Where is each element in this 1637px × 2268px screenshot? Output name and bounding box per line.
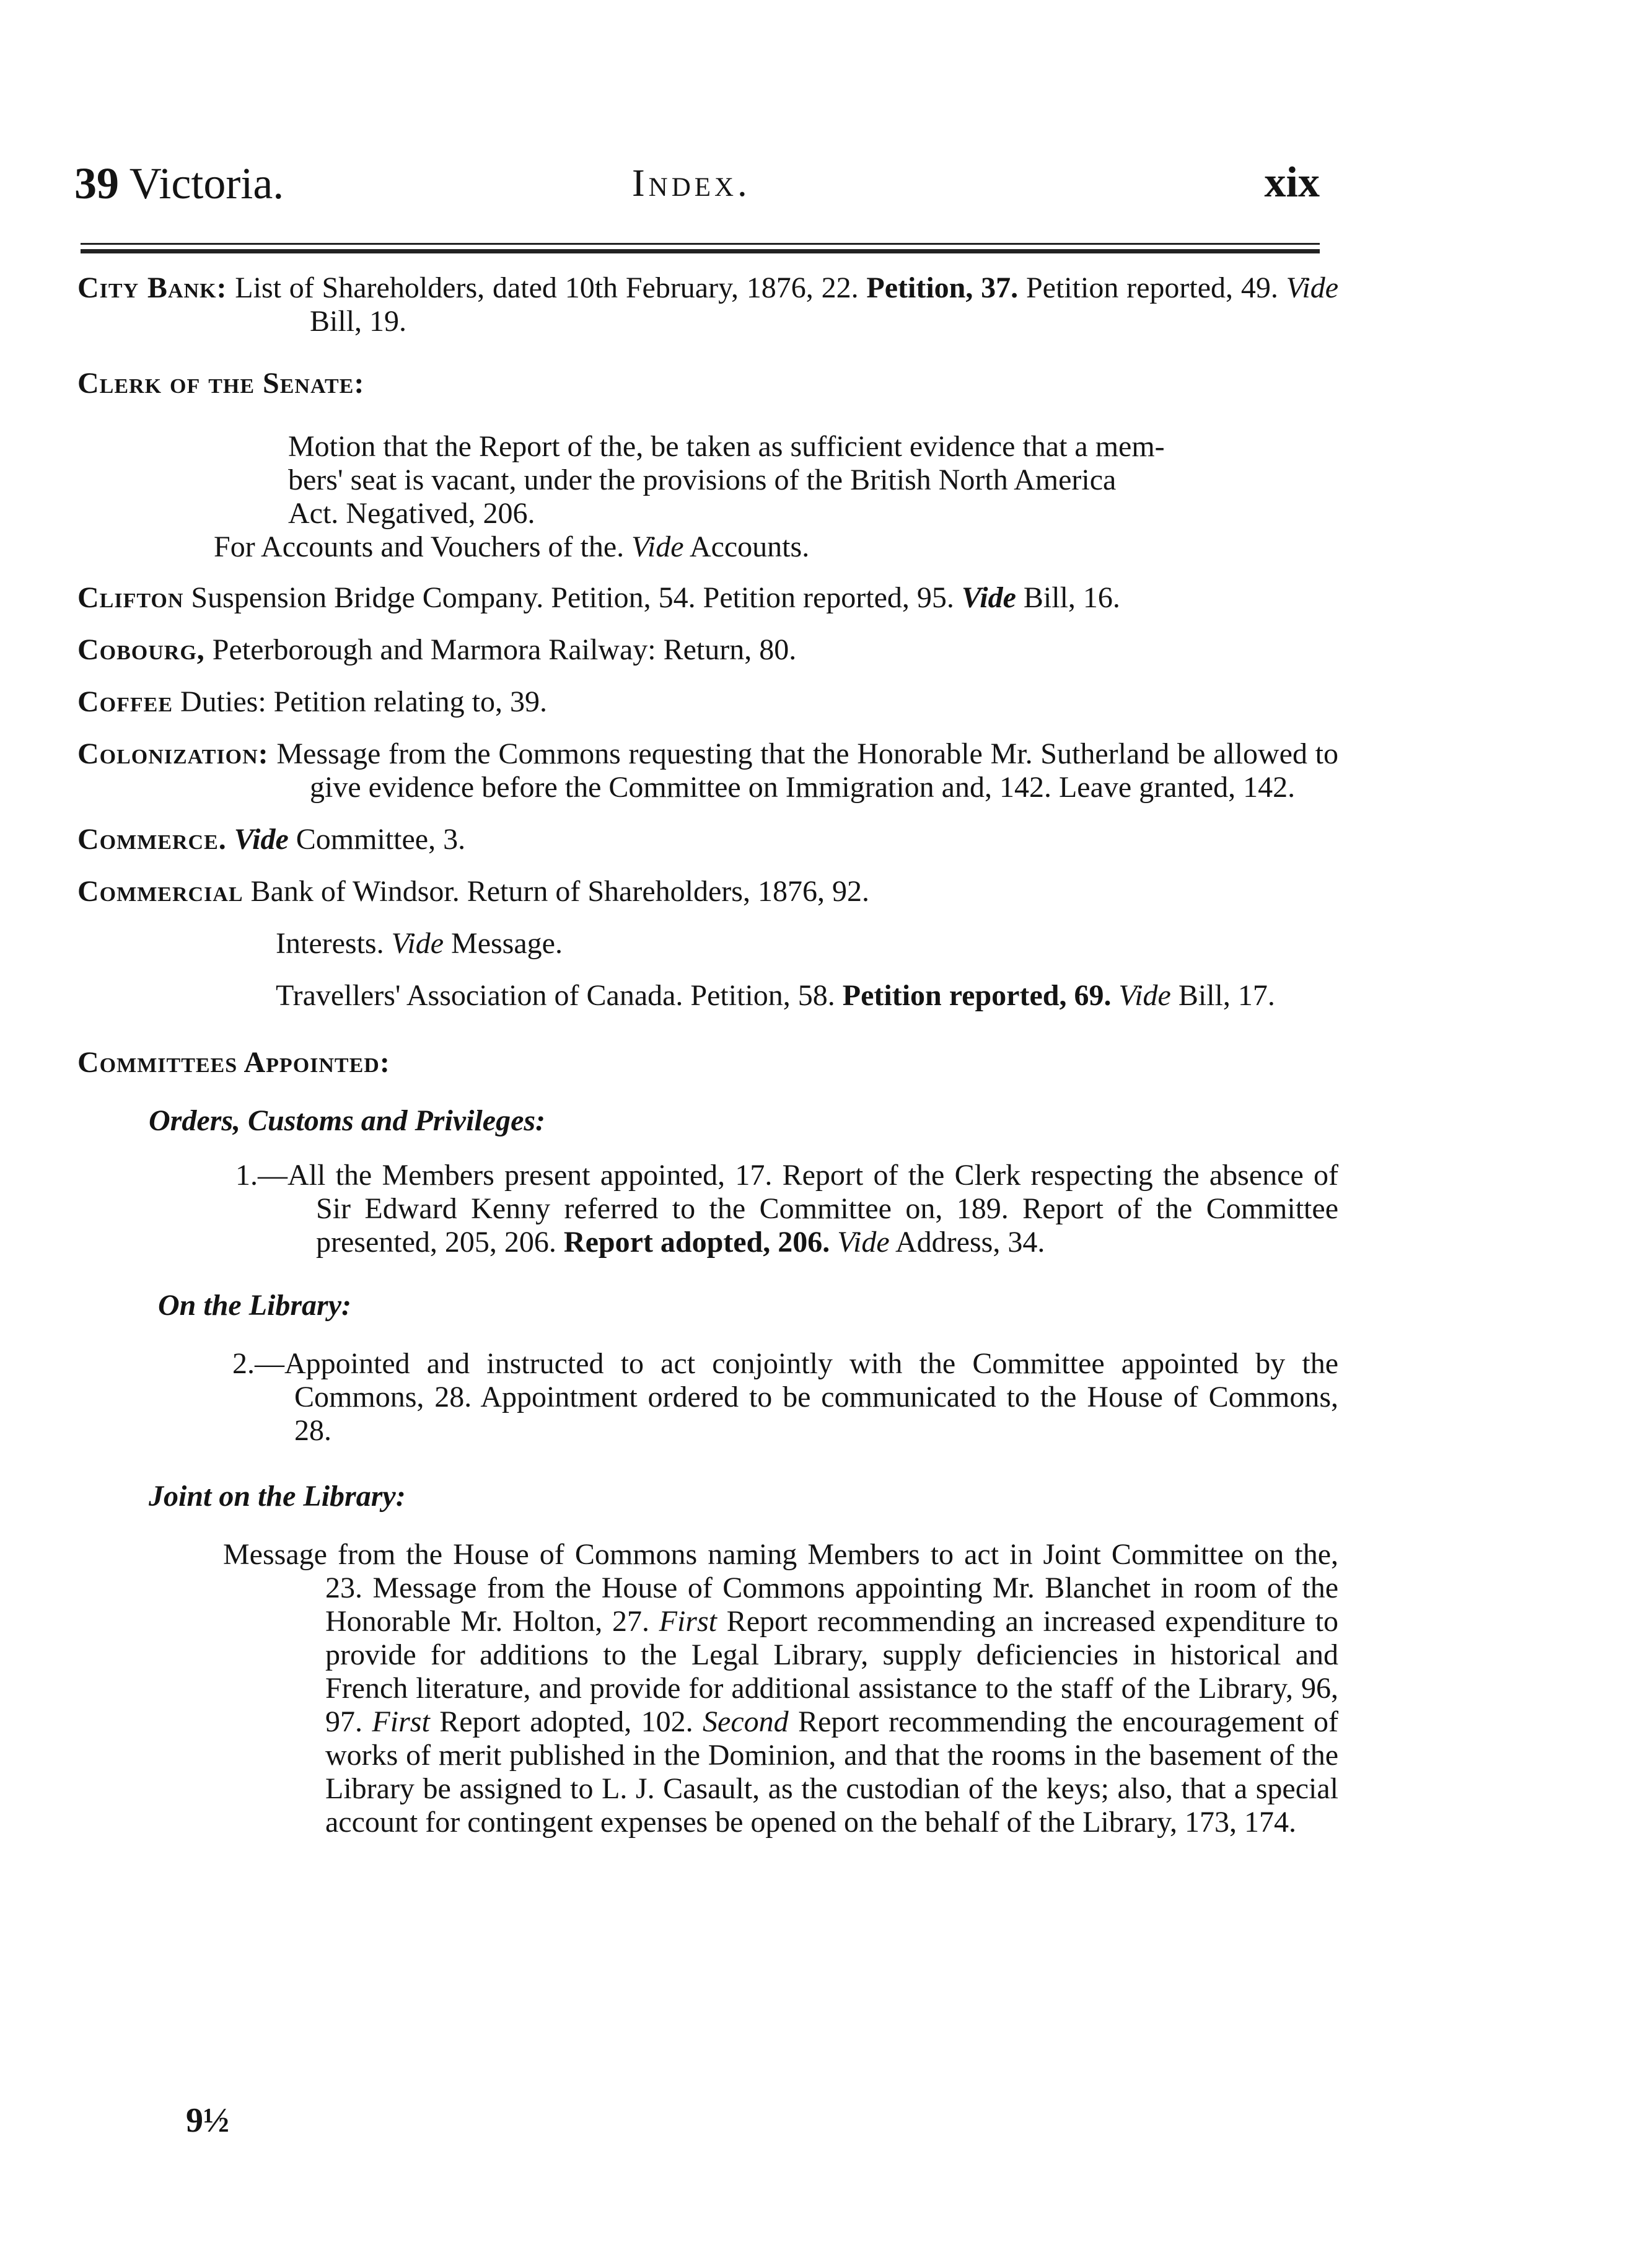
term-committees: Committees Appointed: xyxy=(77,1046,390,1079)
running-head xyxy=(74,158,1320,214)
committee-joint-entry xyxy=(77,1538,1338,1839)
committee-library-number: 2.— xyxy=(232,1347,284,1380)
subheading-joint-library: Joint on the Library: xyxy=(149,1480,406,1513)
clerk-motion-line-2: bers' seat is vacant, under the provisions of the British North America xyxy=(288,464,1117,496)
entry-cobourg xyxy=(77,633,1338,667)
commercial-interests-vide: Vide xyxy=(391,927,444,960)
entry-city-bank xyxy=(77,271,1338,338)
committee-library-entry xyxy=(77,1347,1338,1448)
term-city-bank: City Bank: xyxy=(77,271,227,304)
volume-label xyxy=(74,158,284,209)
commerce-vide: Vide xyxy=(234,823,289,856)
clerk-accounts-ref: Accounts. xyxy=(689,530,810,563)
entry-coffee xyxy=(77,685,1338,719)
city-bank-bill: Bill, 19. xyxy=(310,305,407,338)
signature-mark: 9½ xyxy=(186,2101,229,2140)
city-bank-vide: Vide xyxy=(1286,271,1339,304)
commercial-travellers xyxy=(77,979,1338,1013)
clerk-accounts-text: For Accounts and Vouchers of the. xyxy=(214,530,625,563)
commercial-travellers-ref: Bill, 17. xyxy=(1178,979,1275,1012)
term-coffee: Coffee xyxy=(77,685,173,718)
section-title: Index. xyxy=(632,162,751,204)
commercial-travellers-reported: Petition reported, 69. xyxy=(842,979,1112,1012)
committee-orders-adopted: Report adopted, 206. xyxy=(563,1226,830,1259)
clerk-accounts-vide: Vide xyxy=(631,530,684,563)
header-rule-thick xyxy=(81,249,1320,253)
joint-text-3: Report adopted, 102. xyxy=(439,1705,693,1738)
clerk-motion-line-1: Motion that the Report of the, be taken as sufficient evidence that a mem- xyxy=(288,430,1165,463)
commercial-travellers-text: Travellers' Association of Canada. Petition, 58. xyxy=(276,979,835,1012)
commercial-travellers-vide: Vide xyxy=(1118,979,1171,1012)
page-number: xix xyxy=(1264,159,1320,206)
city-bank-petition: Petition, 37. xyxy=(866,271,1019,304)
clerk-accounts xyxy=(77,530,1338,564)
entry-clerk-senate xyxy=(77,367,1338,400)
colonization-text: Message from the Commons requesting that the Honorable Mr. Sutherland be allowed to give evidence before the Committee on Immigration and, 142. Leave granted, 142. xyxy=(276,737,1339,804)
volume-number: 39 xyxy=(74,159,119,208)
clerk-motion-line-3: Act. Negatived, 206. xyxy=(288,497,535,530)
entry-committees xyxy=(77,1046,1338,1079)
joint-text-4: Report recommending the encouragement of works of merit published in the Dominion, and that the rooms in the basement of the Library be assigned to L. J. Casault, as the custodian of the keys; also, that a special account for contingent expenses be opened on the behalf of the Library, 173, 174. xyxy=(325,1705,1339,1839)
clifton-vide: Vide xyxy=(961,581,1016,614)
index-content xyxy=(77,266,1338,1839)
city-bank-reported: Petition reported, 49. xyxy=(1025,271,1278,304)
subheading-orders: Orders, Customs and Privileges: xyxy=(149,1104,546,1137)
committee-orders-number: 1.— xyxy=(235,1159,287,1192)
commercial-interests-text: Interests. xyxy=(276,927,384,960)
committee-orders-entry xyxy=(77,1159,1338,1259)
commercial-interests-ref: Message. xyxy=(451,927,563,960)
joint-text-2: Report recommending an increased expenditure to provide for additions to the Legal Library, supply deficiencies in historical and French literature, and provide for additional assistance to the staff of the Library, 96, 97. xyxy=(325,1605,1339,1738)
term-commercial: Commercial xyxy=(77,875,244,908)
commercial-interests xyxy=(77,927,1338,960)
committee-orders-text: All the Members present appointed, 17. Report of the Clerk respecting the absence of Sir Edward Kenny referred to the Committee on, 189. Report of the Committee presented, 205, 206. xyxy=(287,1159,1338,1259)
committee-library-text: Appointed and instructed to act conjointly with the Committee appointed by the Commons, 28. Appointment ordered to be communicated to the House of Commons, 28. xyxy=(284,1347,1338,1447)
joint-first: First xyxy=(659,1605,717,1638)
entry-commerce xyxy=(77,823,1338,856)
clifton-bill: Bill, 16. xyxy=(1023,581,1120,614)
commercial-bank: Bank of Windsor. Return of Shareholders, 1876, 92. xyxy=(250,875,869,908)
entry-colonization xyxy=(77,737,1338,804)
committee-orders-ref: Address, 34. xyxy=(895,1226,1045,1259)
entry-clifton xyxy=(77,581,1338,615)
joint-first-2: First xyxy=(372,1705,430,1738)
joint-second: Second xyxy=(703,1705,789,1738)
cobourg-text: Peterborough and Marmora Railway: Return, 80. xyxy=(212,633,797,666)
header-rule-thin xyxy=(81,243,1320,245)
joint-text-1: Message from the House of Commons naming Members to act in Joint Committee on the, 23. Message from the House of Commons appointing Mr. Blanchet in room of the Honorable Mr. Holton, 27. xyxy=(223,1538,1338,1638)
term-clerk-senate: Clerk of the Senate: xyxy=(77,367,365,400)
coffee-text: Duties: Petition relating to, 39. xyxy=(180,685,547,718)
volume-title: Victoria. xyxy=(129,159,284,208)
clifton-text: Suspension Bridge Company. Petition, 54. Petition reported, 95. xyxy=(191,581,954,614)
city-bank-text: List of Shareholders, dated 10th February, 1876, 22. xyxy=(235,271,859,304)
term-colonization: Colonization: xyxy=(77,737,269,770)
subheading-library: On the Library: xyxy=(158,1289,351,1322)
term-commerce: Commerce. xyxy=(77,823,227,856)
term-cobourg: Cobourg, xyxy=(77,633,205,666)
clerk-motion xyxy=(77,430,1338,530)
committee-orders-vide: Vide xyxy=(837,1226,890,1259)
term-clifton: Clifton xyxy=(77,581,184,614)
commerce-text: Committee, 3. xyxy=(296,823,466,856)
entry-commercial xyxy=(77,875,1338,908)
